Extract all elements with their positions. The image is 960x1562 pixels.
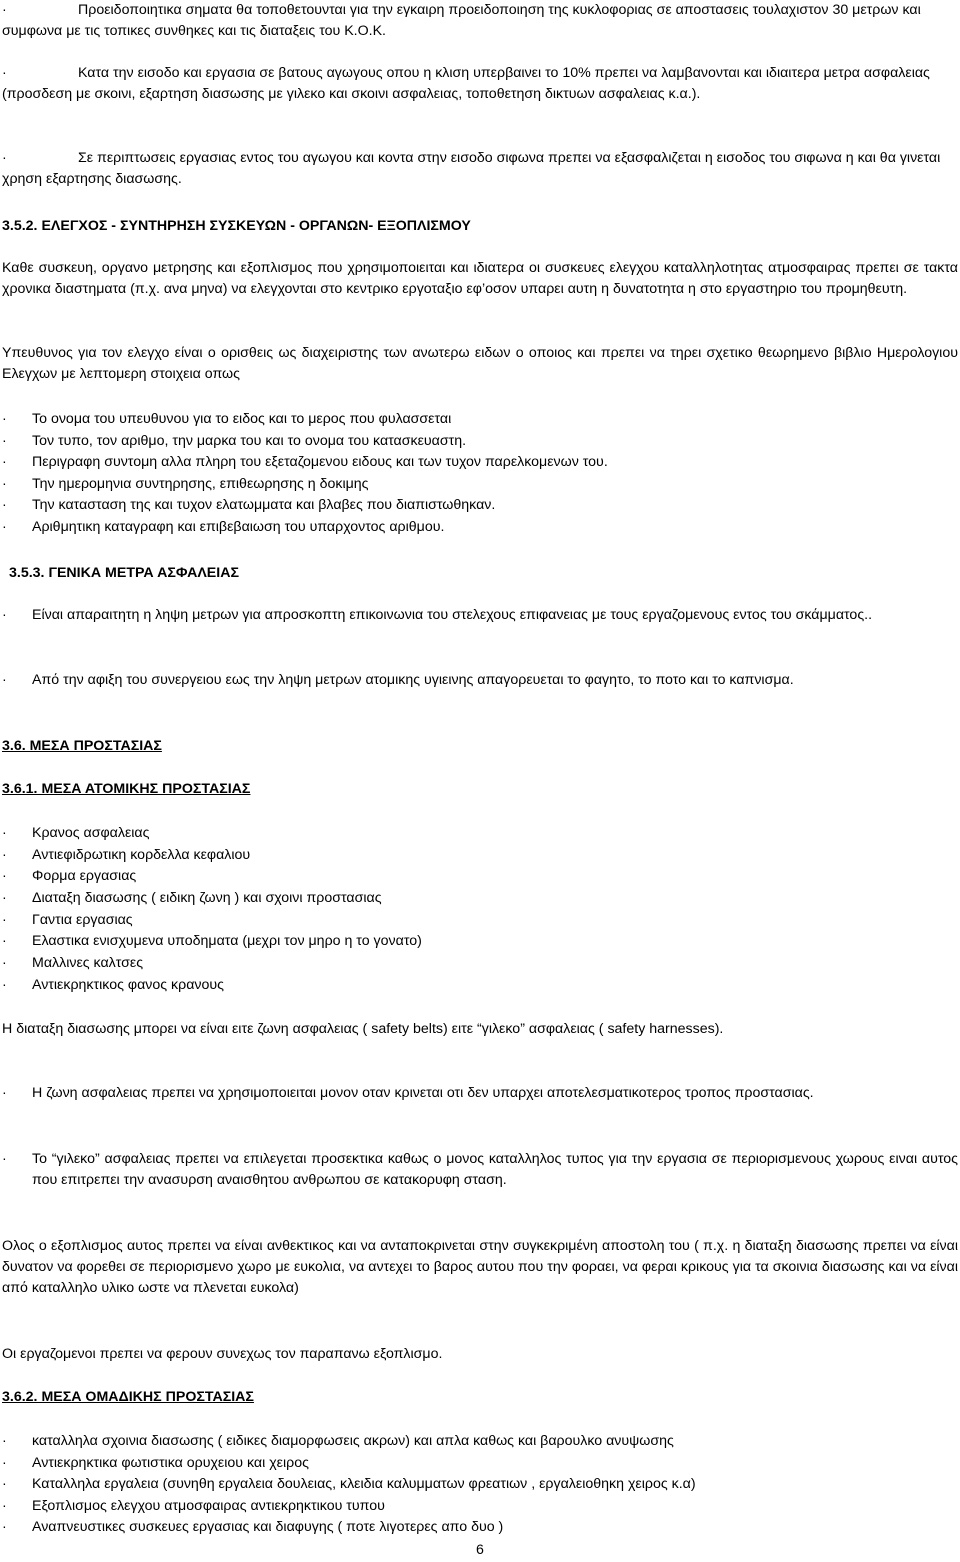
section-3-6-1-bullet-2 bbox=[2, 1149, 958, 1191]
list-item: · Ελαστικα ενισχυμενα υποδηματα (μεχρι τον μηρο η το γονατο) bbox=[2, 931, 958, 953]
paragraph-text: Ολος ο εξοπλισμος αυτος πρεπει να είναι ανθεκτικος και να ανταποκρινεται στην συγκεκριμένη αποστολη του ( π.χ. η διαταξη διασωσης πρεπει να είναι δυνατον να φορεθει σε περιορισμενο χωρο με ευκολια, να αντεχει το βαρος αυτου που την φοραει, να φεραι κρικους για τα σκοινια διασωσης και να είναι από καταλληλο υλικο ωστε να πλενεται ευκολα) bbox=[2, 1238, 958, 1296]
bullet-text: Από την αφιξη του συνεργειου εως την ληψη μετρων ατομικης υγιεινης απαγορευεται το φαγητο, το ποτο και το καπνισμα. bbox=[32, 672, 794, 688]
list-item: · Το ονομα του υπευθυνου για το ειδος και το μερος που φυλασσεται bbox=[2, 409, 958, 431]
section-3-6-2-list bbox=[2, 1431, 958, 1539]
bullet-mark: · bbox=[2, 65, 7, 81]
list-item: · Καταλληλα εργαλεια (συνηθη εργαλεια δουλειας, κλειδια καλυμματων φρεατιων , εργαλειοθηκη χειρος κ.α) bbox=[2, 1474, 958, 1496]
page-number: 6 bbox=[476, 1542, 484, 1558]
list-item: · Τον τυπο, τον αριθμο, την μαρκα του και το ονομα του κατασκευαστη. bbox=[2, 431, 958, 453]
section-3-6-1-bullet-1 bbox=[2, 1083, 958, 1104]
paragraph-text: Η διαταξη διασωσης μπορει να είναι ειτε ζωνη ασφαλειας ( safety belts) ειτε “γιλεκο” ασφαλειας ( safety harnesses). bbox=[2, 1021, 724, 1037]
section-3-5-3 bbox=[9, 563, 958, 584]
bullet-mark: · bbox=[2, 1519, 7, 1535]
bullet-mark: · bbox=[2, 432, 7, 449]
section-3-5-3-bullet-2 bbox=[2, 670, 958, 691]
list-item: · Περιγραφη συντομη αλλα πληρη του εξεταζομενου ειδους και των τυχον παρελκομενων του. bbox=[2, 452, 958, 474]
section-3-6 bbox=[2, 736, 958, 757]
bullet-mark: · bbox=[2, 933, 7, 950]
bullet-text: Η ζωνη ασφαλειας πρεπει να χρησιμοποιειται μονον οταν κρινεται οτι δεν υπαρχει αποτελεσματικοτερος τροπος προστασιας. bbox=[32, 1085, 814, 1101]
section-heading: 3.6.2. ΜΕΣΑ ΟΜΑΔΙΚΗΣ ΠΡΟΣΤΑΣΙΑΣ bbox=[2, 1389, 254, 1405]
bullet-mark: · bbox=[2, 411, 7, 427]
list-item: · Αντιεκρηκτικος φανος κρανους bbox=[2, 975, 958, 997]
bullet-mark: · bbox=[2, 976, 7, 993]
section-heading: 3.6.1. ΜΕΣΑ ΑΤΟΜΙΚΗΣ ΠΡΟΣΤΑΣΙΑΣ bbox=[2, 781, 251, 797]
bullet-mark: · bbox=[2, 955, 7, 972]
intro-bullet-3 bbox=[2, 148, 958, 190]
section-3-6-1 bbox=[2, 779, 958, 800]
bullet-mark: · bbox=[2, 911, 7, 928]
intro-paragraph-1: Προειδοποιητικα σηματα θα τοποθετουνται για την εγκαιρη προειδοποιηση της κυκλοφοριας σε αποστασεις τουλαχιστον 30 μετρων και συμφωνα με τις τοπικες συνθηκες και τις διαταξεις του Κ.Ο.Κ. bbox=[2, 2, 921, 39]
list-item: · Αντιεκρηκτικα φωτιστικα ορυχειου και χειρος bbox=[2, 1453, 958, 1475]
bullet-mark: · bbox=[2, 1454, 7, 1471]
intro-bullet-2 bbox=[2, 63, 958, 105]
list-item: · Μαλλινες καλτσες bbox=[2, 953, 958, 975]
list-item: · Αναπνευστικες συσκευες εργασιας και διαφυγης ( ποτε λιγοτερες απο δυο ) bbox=[2, 1517, 958, 1539]
paragraph-text: Οι εργαζομενοι πρεπει να φερουν συνεχως τον παραπανω εξοπλισμο. bbox=[2, 1346, 443, 1362]
bullet-mark: · bbox=[2, 868, 7, 885]
bullet-mark: · bbox=[2, 890, 7, 907]
intro-paragraph-2: Κατα την εισοδο και εργασια σε βατους αγωγους οπου η κλιση υπερβαινει το 10% πρεπει να λαμβανονται και ιδιαιτερα μετρα ασφαλειας (προσδεση με σκοινι, εξαρτηση διασωσης με γιλεκο και σκοινι ασφαλειας, τοποθετηση δικτυων ασφαλειας κ.α.). bbox=[2, 65, 930, 102]
paragraph-text: Υπευθυνος για τον ελεγχο είναι ο ορισθεις ως διαχειριστης των ανωτερω ειδων ο οποιος και πρεπει να τηρει σχετικο θεωρημενο βιβλιο Ημερολογιου Ελεγχων με λεπτομερη στοιχεια οπως bbox=[2, 345, 958, 382]
section-3-6-1-paragraph-2 bbox=[2, 1236, 958, 1299]
list-item: · Κρανος ασφαλειας bbox=[2, 823, 958, 845]
bullet-text: Είναι απαραιτητη η ληψη μετρων για απροσκοπτη επικοινωνια του στελεχους επιφανειας με τους εργαζομενους εντος του σκάμματος.. bbox=[32, 607, 873, 623]
bullet-mark: · bbox=[2, 497, 7, 513]
list-item: · Φορμα εργασιας bbox=[2, 866, 958, 888]
list-item: · Γαντια εργασιας bbox=[2, 910, 958, 932]
list-item: · καταλληλα σχοινια διασωσης ( ειδικες διαμορφωσεις ακρων) και απλα καθως και βαρουλκο ανυψωσης bbox=[2, 1431, 958, 1453]
list-item: · Αριθμητικη καταγραφη και επιβεβαιωση του υπαρχοντος αριθμου. bbox=[2, 517, 958, 539]
bullet-mark: · bbox=[2, 1085, 7, 1101]
bullet-mark: · bbox=[2, 672, 7, 688]
intro-bullet-1 bbox=[2, 0, 958, 42]
section-3-6-1-paragraph-3 bbox=[2, 1344, 958, 1365]
list-item: · Εξοπλισμος ελεγχου ατμοσφαιρας αντιεκρηκτικου τυπου bbox=[2, 1496, 958, 1518]
bullet-mark: · bbox=[2, 2, 7, 18]
section-3-6-1-paragraph-1 bbox=[2, 1019, 958, 1040]
section-3-5-2-paragraph-1 bbox=[2, 258, 958, 300]
section-3-5-2-paragraph-2 bbox=[2, 343, 958, 385]
bullet-mark: · bbox=[2, 1476, 7, 1492]
bullet-mark: · bbox=[2, 475, 7, 492]
section-3-6-2 bbox=[2, 1387, 958, 1408]
bullet-mark: · bbox=[2, 607, 7, 623]
list-item: · Την κατασταση της και τυχον ελατωμματα και βλαβες που διαπιστωθηκαν. bbox=[2, 495, 958, 517]
list-item: · Αντιεφιδρωτικη κορδελλα κεφαλιου bbox=[2, 845, 958, 867]
section-heading: 3.5.2. ΕΛΕΓΧΟΣ - ΣΥΝΤΗΡΗΣΗ ΣΥΣΚΕΥΩΝ - ΟΡΓΑΝΩΝ- ΕΞΟΠΛΙΣΜΟΥ bbox=[2, 218, 471, 234]
section-heading: 3.5.3. ΓΕΝΙΚΑ ΜΕΤΡΑ ΑΣΦΑΛΕΙΑΣ bbox=[9, 565, 239, 581]
section-heading: 3.6. ΜΕΣΑ ΠΡΟΣΤΑΣΙΑΣ bbox=[2, 738, 162, 754]
list-item: · Διαταξη διασωσης ( ειδικη ζωνη ) και σχοινι προστασιας bbox=[2, 888, 958, 910]
section-3-5-3-bullet-1 bbox=[2, 605, 958, 626]
section-3-5-2-list bbox=[2, 409, 958, 538]
section-3-5-2 bbox=[2, 216, 958, 237]
bullet-mark: · bbox=[2, 454, 7, 470]
bullet-mark: · bbox=[2, 825, 7, 841]
bullet-mark: · bbox=[2, 1497, 7, 1514]
bullet-mark: · bbox=[2, 846, 7, 863]
bullet-mark: · bbox=[2, 518, 7, 535]
bullet-mark: · bbox=[2, 150, 7, 166]
intro-paragraph-3: Σε περιπτωσεις εργασιας εντος του αγωγου και κοντα στην εισοδο σιφωνα πρεπει να εξασφαλιζεται η εισοδος του σιφωνα η και θα γινεται χρηση εξαρτησης διασωσης. bbox=[2, 150, 941, 187]
bullet-mark: · bbox=[2, 1151, 7, 1167]
section-3-6-1-list bbox=[2, 823, 958, 997]
list-item: · Την ημερομηνια συντηρησης, επιθεωρησης η δοκιμης bbox=[2, 474, 958, 496]
bullet-mark: · bbox=[2, 1433, 7, 1449]
bullet-text: Το “γιλεκο” ασφαλειας πρεπει να επιλεγεται προσεκτικα καθως ο μονος καταλληλος τυπος για την εργασια σε περιορισμενους χωρους ειναι αυτος που επιτρεπει την ανασυρση αναισθητου ανθρωπου σε κατακορυφη σταση. bbox=[32, 1151, 958, 1188]
paragraph-text: Καθε συσκευη, οργανο μετρησης και εξοπλισμος που χρησιμοποιειται και ιδιατερα οι συσκευες ελεγχου καταλληλοτητας ατμοσφαιρας πρεπει σε τακτα χρονικα διαστηματα (π.χ. ανα μηνα) να ελεγχονται στο κεντρικο εργοταξιο εφ’οσον υπαρει αυτη η δυνατοτητα η στο εργαστηριο του προμηθευτη. bbox=[2, 260, 958, 297]
